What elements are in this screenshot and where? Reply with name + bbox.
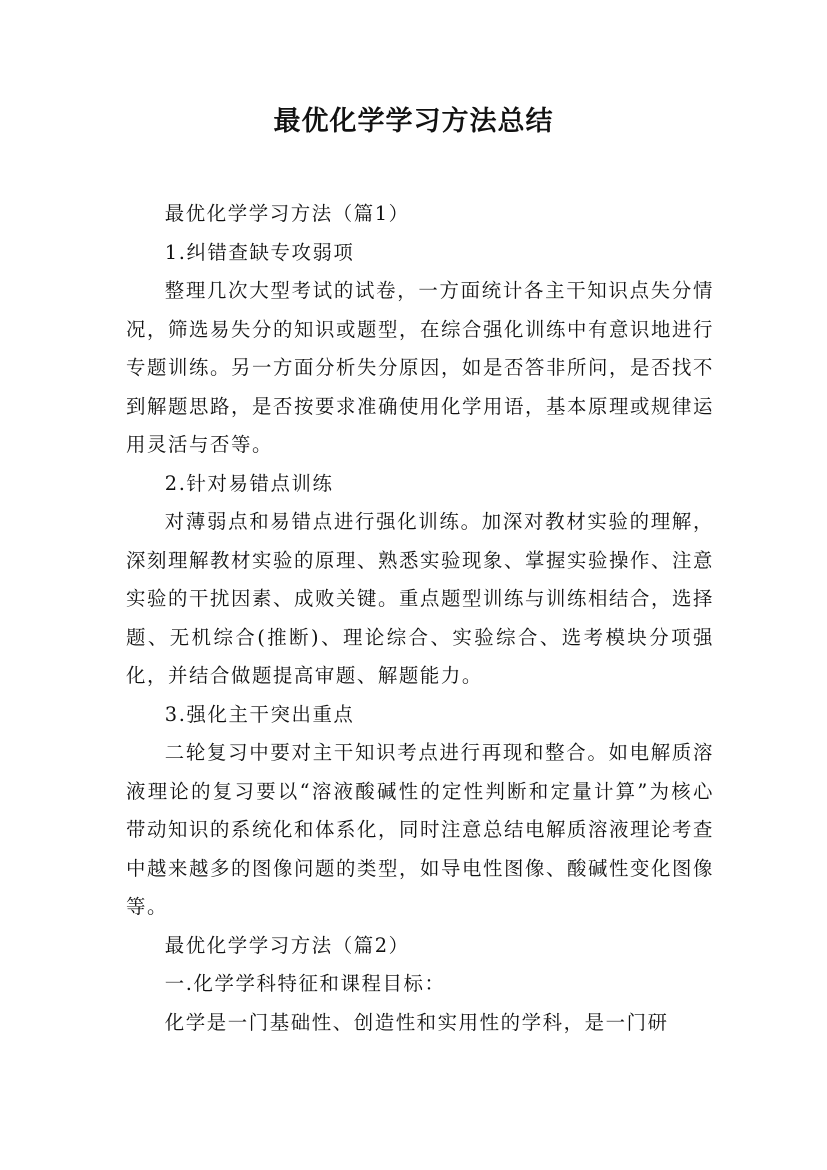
paragraph-3: 二轮复习中要对主干知识考点进行再现和整合。如电解质溶液理论的复习要以“溶液酸碱性的定性判断和定量计算”为核心带动知识的系统化和体系化，同时注意总结电解质溶液理论考查中越来越多的图像问题的类型，如导电性图像、酸碱性变化图像等。 xyxy=(126,741,714,918)
paragraph-2: 对薄弱点和易错点进行强化训练。加深对教材实验的理解，深刻理解教材实验的原理、熟悉实验现象、掌握实验操作、注意实验的干扰因素、成败关键。重点题型训练与训练相结合，选择题、无机综合(推断)、理论综合、实验综合、选考模块分项强化，并结合做题提高审题、解题能力。 xyxy=(126,510,714,687)
subheading-1: 1.纠错查缺专攻弱项 xyxy=(164,240,355,264)
subheading-3: 3.强化主干突出重点 xyxy=(164,702,355,726)
paragraph-1: 整理几次大型考试的试卷，一方面统计各主干知识点失分情况，筛选易失分的知识或题型，在综合强化训练中有意识地进行专题训练。另一方面分析失分原因，如是否答非所问，是否找不到解题思路，是否按要求准确使用化学用语，基本原理或规律运用灵活与否等。 xyxy=(126,279,714,456)
document-title: 最优化学学习方法总结 xyxy=(273,106,554,137)
subheading-4: 一.化学学科特征和课程目标： xyxy=(164,972,446,995)
subheading-2: 2.针对易错点训练 xyxy=(164,471,334,495)
section-heading-part-2: 最优化学学习方法（篇2） xyxy=(164,933,410,957)
paragraph-4: 化学是一门基础性、创造性和实用性的学科，是一门研 xyxy=(164,1010,669,1034)
section-heading-part-1: 最优化学学习方法（篇1） xyxy=(164,202,410,225)
document-body xyxy=(126,195,714,1042)
